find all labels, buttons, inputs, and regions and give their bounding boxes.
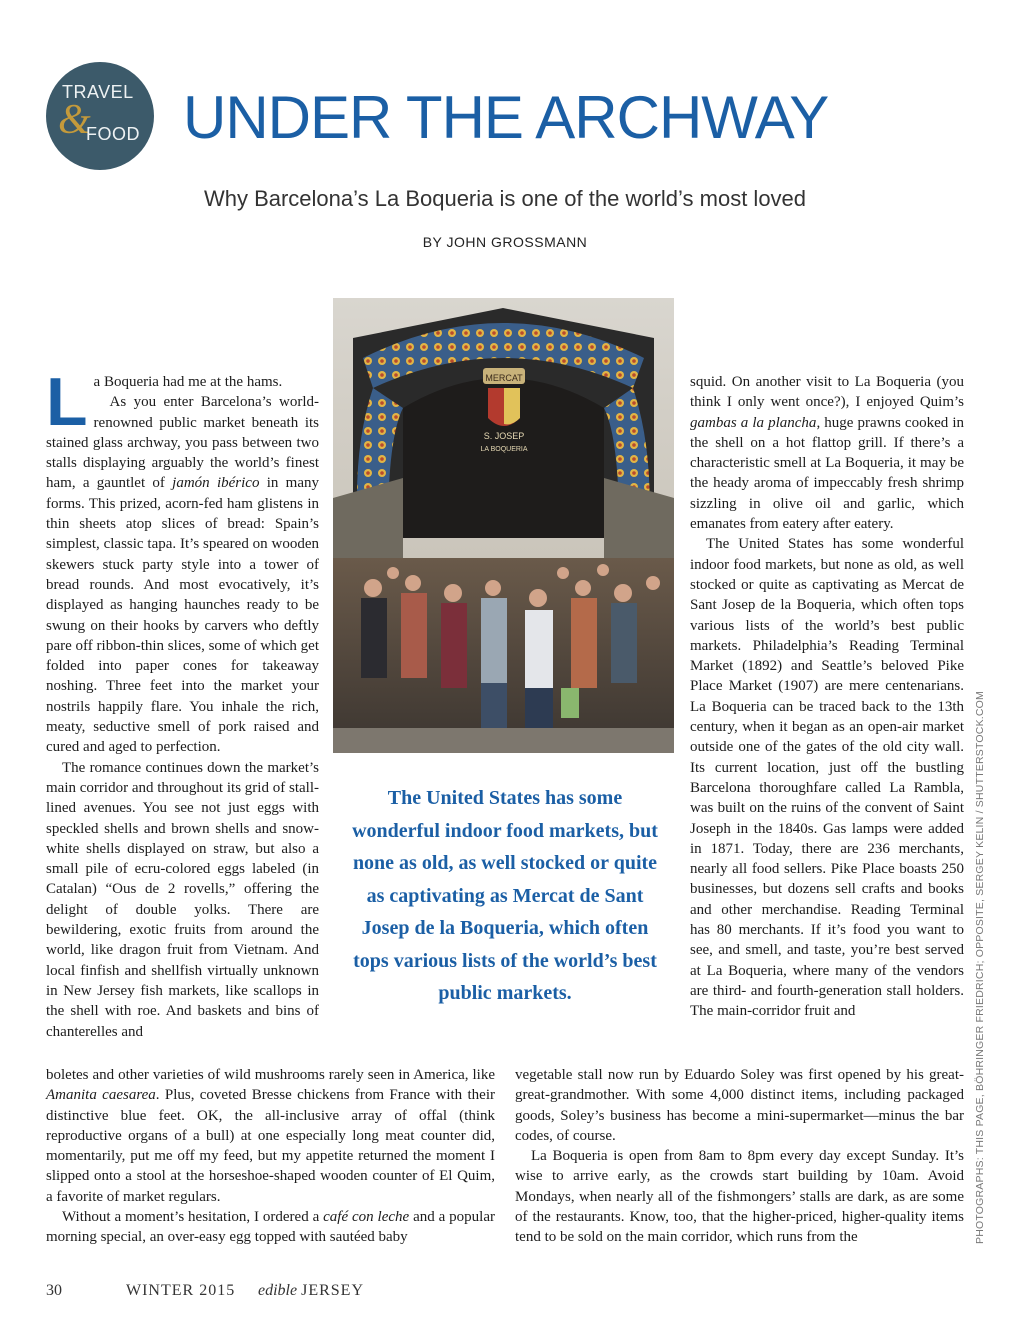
column-bottom-left [46, 1065, 495, 1248]
badge-food: FOOD [86, 124, 140, 144]
badge-travel: TRAVEL [62, 82, 134, 102]
page-number: 30 [46, 1282, 62, 1299]
paragraph: boletes and other varieties of wild mushrooms rarely seen in America, like Amanita caesarea. Plus, coveted Bresse chickens from France with their distinctive blue feet. OK, the all-inclusive array of offal (think reproductive organs of a bull) at one especially long meat counter did, momentarily, put me off my feed, but my appetite returned the moment I slipped onto a stool at the horseshoe-shaped wooden counter of El Quim, a favorite of market regulars. [46, 1067, 495, 1205]
paragraph: As you enter Barcelona’s world-renowned public market beneath its stained glass archway, you pass between two stalls displaying arguably the world’s finest ham, a gauntlet of jamón ibérico in many forms. This prized, acorn-fed ham glistens in thin sheets atop slices of bread: Spain’s simplest, classic tapa. It’s speared on wooden skewers stuck party style into a tower of bread rounds. And most evocatively, it’s displayed as hanging haunches ready to be swung on their hooks by carvers who deftly pare off ribbon-thin slices, some of which get folded into paper cones for takeaway noshing. Three feet into the market your nostrils happily flare. You inhale the rich, meaty, seductive smell of pork raised and cured and aged to perfection. [46, 394, 320, 756]
paragraph: La Boqueria had me at the hams. [46, 364, 283, 440]
column-right [690, 372, 964, 1022]
paragraph: squid. On another visit to La Boqueria (you think I only went once?), I enjoyed Quim’s gambas a la plancha, huge prawns cooked in the shell on a hot flattop grill. If there’s a characteristic smell at La Boqueria, it may be the heady aroma of impeccably fresh shrimp sizzling in olive oil and garlic, which emanates from eatery after eatery. [690, 374, 964, 533]
column-left [46, 364, 320, 1042]
drop-cap: L [46, 364, 88, 440]
section-badge [46, 62, 154, 170]
column-bottom-right [515, 1065, 964, 1248]
paragraph: La Boqueria is open from 8am to 8pm every day except Sunday. It’s wise to arrive early, as the crowds start building by 10am. Avoid Mondays, when nearly all of the fishmongers’ stalls are dark, as are some of the restaurants. Know, too, that the higher-priced, higher-quality items tend to be sold on the main corridor, which runs from the [515, 1148, 964, 1246]
dek: Why Barcelona’s La Boqueria is one of the world’s most loved [203, 186, 807, 211]
market-photo [333, 298, 674, 753]
byline: BY JOHN GROSSMANN [422, 234, 588, 250]
magazine-name: edible JERSEY [258, 1282, 364, 1299]
headline: UNDER THE ARCHWAY [183, 84, 829, 151]
photo-credit: PHOTOGRAPHS: THIS PAGE, BÖHRINGER FRIEDRICH; OPPOSITE, SERGEY KELIN / SHUTTERSTOCK.COM [974, 691, 986, 1244]
paragraph: Without a moment’s hesitation, I ordered a café con leche and a popular morning special, an over-easy egg topped with sautéed baby [46, 1209, 496, 1246]
pull-quote: The United States has some wonderful indoor food markets, but none as old, as well stocked or quite as captivating as Mercat de Sant Josep de la Boqueria, which often tops various lists of the world’s best public markets. [352, 787, 658, 1004]
sign-sant-josep: S. JOSEP [483, 431, 525, 441]
paragraph: The romance continues down the market’s main corridor and throughout its grid of stall-lined avenues. You see not just eggs with speckled shells and brown shells and snow-white shells displayed on straw, but also a small pile of ecru-colored eggs labeled (in Catalan) “Ous de 2 rovells,” offering the delight of double yolks. There are bewildering, exotic fruits from around the world, like dragon fruit from Vietnam. And local finfish and shellfish virtually unknown in New Jersey fish markets, like scallops in the shell with roe. And baskets and bins of chanterelles and [46, 759, 319, 1040]
sign-la-boqueria: LA BOQUERIA [480, 446, 528, 453]
badge-ampersand: & [58, 97, 91, 143]
sign-mercat: MERCAT [485, 373, 523, 383]
paragraph: The United States has some wonderful indoor food markets, but none as old, as well stocked or quite as captivating as Mercat de Sant Josep de la Boqueria, which often tops various lists of the world’s best public markets. Philadelphia’s Reading Terminal Market (1892) and Seattle’s beloved Pike Place Market (1907) are mere centenarians. La Boqueria can be traced back to the 13th century, when it began as an open-air market outside one of the gates of the old city wall. Its current location, just off the bustling Barcelona thoroughfare called La Rambla, was built on the ruins of the convent of Saint Joseph in the 1840s. Gas lamps were added in 1871. Today, there are 236 merchants, nearly all food sellers. Pike Place boasts 250 businesses, but dozens sell crafts and books and other merchandise. Reading Terminal has 80 merchants. If it’s food you want to see, and smell, and taste, you’re best served at La Boqueria, where many of the vendors are third- and fourth-generation stall holders. The main-corridor fruit and [690, 536, 964, 1020]
issue-date: WINTER 2015 [126, 1282, 236, 1299]
paragraph: vegetable stall now run by Eduardo Soley was first opened by his great-great-grandmother. With some 4,000 distinct items, including packaged goods, Soley’s business has become a mini-supermarket—minus the bar codes, of course. [515, 1067, 964, 1144]
